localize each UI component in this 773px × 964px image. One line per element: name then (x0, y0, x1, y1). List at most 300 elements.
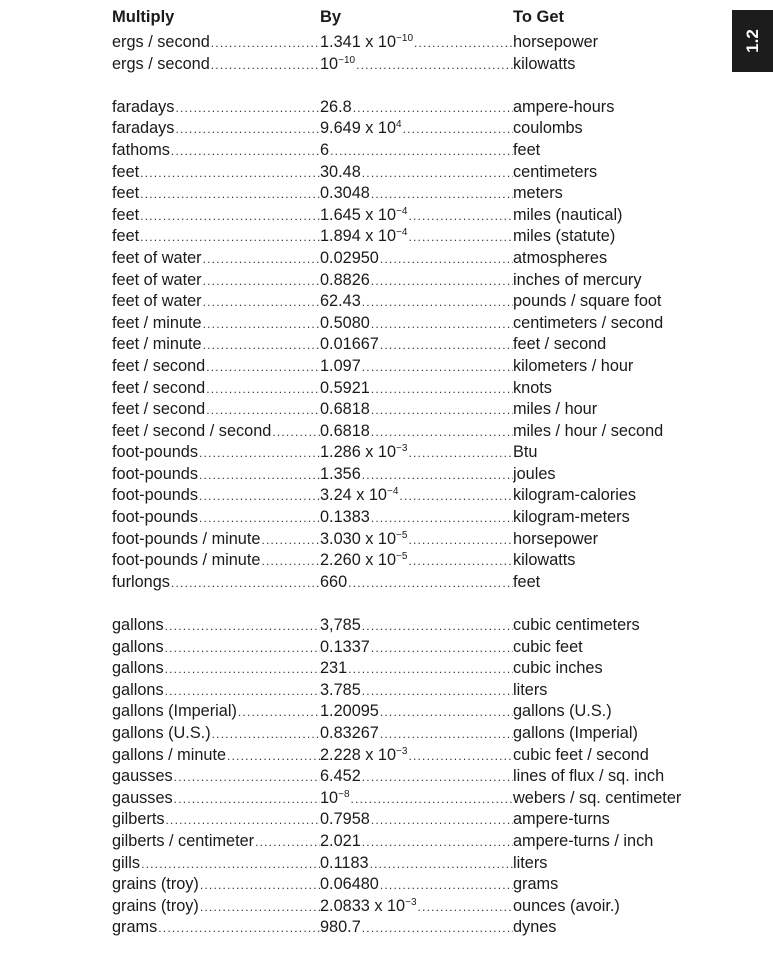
leader-dots (171, 141, 320, 162)
multiply-cell (112, 291, 320, 313)
leader-dots (199, 508, 320, 529)
to-get-cell: miles / hour (513, 400, 598, 419)
multiply-text: foot-pounds (112, 464, 198, 483)
leader-dots (380, 249, 513, 270)
multiply-text: gallons / minute (112, 745, 227, 764)
by-cell (320, 853, 513, 875)
factor (320, 896, 418, 918)
table-row (112, 313, 732, 335)
to-get-cell: ounces (avoir.) (513, 896, 620, 915)
leader-dots (408, 206, 513, 227)
table-row (112, 162, 732, 184)
by-cell (320, 658, 513, 680)
multiply-text: feet (112, 184, 140, 203)
table-row (112, 896, 732, 918)
by-cell (320, 97, 513, 119)
factor-value: 3,785 (320, 616, 361, 635)
leader-dots (371, 508, 513, 529)
leader-dots (370, 854, 513, 875)
multiply-cell (112, 658, 320, 680)
multiply-cell (112, 421, 320, 443)
by-cell (320, 205, 513, 227)
leader-dots (371, 184, 513, 205)
factor (320, 399, 371, 421)
factor (320, 32, 414, 54)
multiply-cell (112, 788, 320, 810)
leader-dots (261, 551, 320, 572)
multiply-cell (112, 140, 320, 162)
table-row (112, 54, 732, 76)
leader-dots (261, 530, 320, 551)
factor (320, 853, 370, 875)
to-get-cell: grams (513, 875, 559, 894)
factor-value: 0.83267 (320, 724, 379, 742)
by-cell (320, 917, 513, 939)
to-get-cell: ampere-turns / inch (513, 831, 654, 850)
to-get-cell: joules (513, 464, 556, 483)
factor (320, 183, 371, 205)
to-get-cell: kilometers / hour (513, 356, 634, 375)
multiply-cell (112, 399, 320, 421)
factor-exponent: −4 (396, 227, 408, 239)
factor (320, 97, 353, 119)
factor-value: 0.5080 (320, 313, 370, 332)
factor (320, 291, 362, 313)
leader-dots (175, 98, 320, 119)
to-get-cell: miles / hour / second (513, 421, 664, 440)
leader-dots (199, 443, 320, 464)
leader-dots (165, 681, 320, 702)
leader-dots (272, 422, 320, 443)
multiply-text: gallons (U.S.) (112, 724, 211, 742)
factor (320, 162, 362, 184)
factor (320, 637, 371, 659)
multiply-cell (112, 701, 320, 723)
multiply-text: foot-pounds (112, 443, 198, 462)
to-get-cell: kilogram-calories (513, 486, 637, 505)
section-tab-label: 1.2 (742, 29, 762, 53)
factor (320, 118, 403, 140)
by-cell (320, 32, 513, 54)
factor-value: 231 (320, 659, 348, 678)
table-row (112, 853, 732, 875)
multiply-text: gallons (Imperial) (112, 702, 237, 721)
leader-dots (140, 206, 320, 227)
factor (320, 874, 380, 896)
multiply-text: feet / second (112, 400, 206, 419)
section-tab (732, 10, 773, 72)
table-row (112, 874, 732, 896)
to-get-cell: meters (513, 184, 563, 203)
multiply-cell (112, 485, 320, 507)
by-cell (320, 442, 513, 464)
to-get-cell: ampere-hours (513, 97, 615, 116)
multiply-cell (112, 270, 320, 292)
table-row (112, 378, 732, 400)
leader-dots (200, 897, 320, 918)
by-cell (320, 183, 513, 205)
multiply-text: furlongs (112, 572, 170, 591)
multiply-text: grains (troy) (112, 875, 199, 894)
multiply-cell (112, 248, 320, 270)
factor-exponent: −10 (396, 33, 414, 44)
by-cell (320, 529, 513, 551)
multiply-cell (112, 464, 320, 486)
by-cell (320, 572, 513, 594)
factor-value: 2.260 x 10 (320, 551, 397, 570)
by-cell (320, 550, 513, 572)
multiply-text: gills (112, 853, 141, 872)
multiply-cell (112, 766, 320, 788)
table-row (112, 615, 732, 637)
leader-dots (203, 314, 320, 335)
table-row (112, 248, 732, 270)
factor (320, 766, 362, 788)
by-cell (320, 118, 513, 140)
factor-value: 1.341 x 10 (320, 33, 397, 51)
multiply-text: feet (112, 227, 140, 246)
factor (320, 248, 380, 270)
factor (320, 313, 371, 335)
to-get-cell: lines of flux / sq. inch (513, 767, 665, 786)
section-gap (112, 75, 732, 97)
factor (320, 529, 408, 551)
factor-value: 0.06480 (320, 875, 379, 894)
multiply-cell (112, 529, 320, 551)
factor-exponent: −10 (338, 54, 356, 66)
multiply-text: gallons (112, 616, 164, 635)
multiply-cell (112, 183, 320, 205)
factor-value: 3.030 x 10 (320, 529, 397, 548)
to-get-cell: cubic feet / second (513, 745, 649, 764)
table-row (112, 529, 732, 551)
multiply-text: feet / minute (112, 313, 202, 332)
by-cell (320, 226, 513, 248)
leader-dots (362, 163, 513, 184)
leader-dots (175, 119, 320, 140)
factor-value: 1.286 x 10 (320, 443, 397, 462)
leader-dots (199, 465, 320, 486)
leader-dots (206, 357, 320, 378)
to-get-cell: miles (nautical) (513, 205, 623, 224)
factor-value: 2.0833 x 10 (320, 896, 406, 915)
to-get-cell: feet (513, 572, 541, 591)
multiply-text: foot-pounds / minute (112, 529, 261, 548)
leader-dots (206, 400, 320, 421)
multiply-text: feet (112, 205, 140, 224)
multiply-cell (112, 874, 320, 896)
leader-dots (330, 141, 513, 162)
by-cell (320, 54, 513, 76)
factor (320, 226, 408, 248)
by-cell (320, 464, 513, 486)
factor (320, 507, 371, 529)
factor-value: 1.097 (320, 356, 361, 375)
factor-value: 1.356 (320, 464, 361, 483)
leader-dots (408, 227, 513, 248)
leader-dots (380, 875, 513, 896)
multiply-text: feet of water (112, 248, 202, 267)
table-row (112, 291, 732, 313)
multiply-text: faradays (112, 97, 175, 116)
factor (320, 788, 351, 810)
factor-value: 0.6818 (320, 400, 370, 419)
factor (320, 615, 362, 637)
leader-dots (140, 163, 320, 184)
leader-dots (203, 249, 320, 270)
factor (320, 745, 408, 767)
to-get-cell: ampere-turns (513, 810, 610, 829)
factor-value: 980.7 (320, 918, 361, 937)
by-cell (320, 378, 513, 400)
table-row (112, 788, 732, 810)
to-get-cell: feet / second (513, 335, 607, 354)
multiply-text: grains (troy) (112, 896, 199, 915)
multiply-text: gilberts (112, 810, 165, 829)
multiply-text: gilberts / centimeter (112, 831, 255, 850)
factor-value: 10 (320, 788, 339, 807)
leader-dots (353, 98, 513, 119)
leader-dots (362, 767, 513, 788)
table-row (112, 205, 732, 227)
factor-exponent: −3 (396, 443, 408, 455)
header-to-get: To Get (513, 8, 565, 26)
table-row (112, 183, 732, 205)
factor-value: 0.1383 (320, 508, 370, 527)
leader-dots (211, 55, 320, 76)
factor-exponent: −4 (396, 205, 408, 217)
factor-value: 0.6818 (320, 421, 370, 440)
multiply-cell (112, 313, 320, 335)
multiply-text: fathoms (112, 140, 170, 159)
multiply-text: feet (112, 162, 140, 181)
to-get-cell: knots (513, 378, 552, 397)
table-row (112, 507, 732, 529)
multiply-text: foot-pounds (112, 508, 198, 527)
leader-dots (203, 292, 320, 313)
factor (320, 205, 408, 227)
multiply-cell (112, 917, 320, 939)
table-row (112, 658, 732, 680)
multiply-cell (112, 831, 320, 853)
multiply-cell (112, 853, 320, 875)
leader-dots (203, 335, 320, 356)
factor-value: 2.228 x 10 (320, 745, 397, 764)
leader-dots (408, 443, 513, 464)
leader-dots (211, 33, 320, 54)
table-row (112, 917, 732, 939)
to-get-cell: centimeters / second (513, 313, 664, 332)
to-get-cell: atmospheres (513, 248, 608, 267)
leader-dots (171, 573, 320, 594)
table-row (112, 701, 732, 723)
multiply-text: feet / second (112, 356, 206, 375)
multiply-text: gausses (112, 767, 173, 786)
by-cell (320, 162, 513, 184)
factor-exponent: −3 (396, 745, 408, 757)
by-cell (320, 766, 513, 788)
to-get-cell: horsepower (513, 529, 599, 548)
factor (320, 464, 362, 486)
factor-exponent: −4 (387, 486, 399, 498)
leader-dots (408, 746, 513, 767)
to-get-cell: gallons (U.S.) (513, 702, 612, 721)
table-row (112, 766, 732, 788)
multiply-text: ergs / second (112, 54, 210, 73)
multiply-text: feet / second / second (112, 421, 272, 440)
leader-dots (356, 55, 513, 76)
multiply-text: gausses (112, 788, 173, 807)
leader-dots (362, 616, 513, 637)
table-row (112, 226, 732, 248)
factor (320, 831, 362, 853)
leader-dots (399, 486, 513, 507)
factor-value: 26.8 (320, 97, 352, 116)
leader-dots (408, 551, 513, 572)
header-multiply: Multiply (112, 8, 175, 26)
to-get-cell: kilowatts (513, 54, 576, 73)
to-get-cell: kilowatts (513, 551, 576, 570)
table-row (112, 334, 732, 356)
leader-dots (380, 702, 513, 723)
table-row (112, 745, 732, 767)
table-row (112, 270, 732, 292)
leader-dots (166, 810, 321, 831)
multiply-cell (112, 334, 320, 356)
multiply-text: foot-pounds (112, 486, 198, 505)
multiply-text: feet of water (112, 270, 202, 289)
factor-value: 0.5921 (320, 378, 370, 397)
to-get-cell: centimeters (513, 162, 598, 181)
factor-value: 1.894 x 10 (320, 227, 397, 246)
factor (320, 572, 348, 594)
multiply-text: feet / minute (112, 335, 202, 354)
factor-value: 660 (320, 572, 348, 591)
leader-dots (371, 379, 513, 400)
factor (320, 723, 380, 745)
multiply-cell (112, 32, 320, 54)
to-get-cell: cubic inches (513, 659, 603, 678)
by-cell (320, 615, 513, 637)
header-by: By (320, 8, 342, 26)
by-cell (320, 874, 513, 896)
factor (320, 485, 399, 507)
factor-value: 62.43 (320, 292, 361, 311)
factor (320, 701, 380, 723)
to-get-cell: dynes (513, 918, 557, 937)
section-gap (112, 593, 732, 615)
multiply-cell (112, 356, 320, 378)
to-get-cell: cubic centimeters (513, 616, 640, 635)
leader-dots (165, 638, 320, 659)
leader-dots (371, 810, 513, 831)
conversion-table (112, 32, 732, 939)
multiply-cell (112, 378, 320, 400)
leader-dots (227, 746, 320, 767)
table-row (112, 831, 732, 853)
factor (320, 809, 371, 831)
factor (320, 140, 330, 162)
leader-dots (174, 767, 320, 788)
factor-value: 3.785 (320, 680, 361, 699)
factor-value: 0.1183 (320, 853, 369, 872)
table-row (112, 399, 732, 421)
table-row (112, 140, 732, 162)
table-row (112, 550, 732, 572)
by-cell (320, 896, 513, 918)
to-get-cell: liters (513, 853, 548, 872)
table-row (112, 421, 732, 443)
by-cell (320, 809, 513, 831)
table-row (112, 680, 732, 702)
factor-value: 3.24 x 10 (320, 486, 387, 505)
multiply-text: feet of water (112, 292, 202, 311)
leader-dots (158, 918, 320, 939)
leader-dots (174, 789, 320, 810)
multiply-cell (112, 54, 320, 76)
leader-dots (348, 659, 513, 680)
multiply-text: gallons (112, 637, 164, 656)
table-row (112, 723, 732, 745)
by-cell (320, 140, 513, 162)
to-get-cell: liters (513, 680, 548, 699)
to-get-cell: inches of mercury (513, 270, 642, 289)
table-row (112, 32, 732, 54)
multiply-cell (112, 745, 320, 767)
table-row (112, 118, 732, 140)
leader-dots (371, 400, 513, 421)
factor-value: 1.645 x 10 (320, 205, 397, 224)
factor (320, 680, 362, 702)
leader-dots (140, 227, 320, 248)
multiply-cell (112, 615, 320, 637)
to-get-cell: pounds / square foot (513, 292, 662, 311)
factor (320, 917, 362, 939)
by-cell (320, 356, 513, 378)
leader-dots (351, 789, 513, 810)
leader-dots (140, 184, 320, 205)
leader-dots (362, 465, 513, 486)
leader-dots (418, 897, 513, 918)
to-get-cell: feet (513, 140, 541, 159)
leader-dots (200, 875, 320, 896)
by-cell (320, 334, 513, 356)
factor-value: 0.02950 (320, 248, 379, 267)
leader-dots (165, 659, 320, 680)
factor-value: 0.3048 (320, 184, 370, 203)
by-cell (320, 788, 513, 810)
factor (320, 334, 380, 356)
factor-exponent: −8 (338, 788, 350, 800)
table-row (112, 97, 732, 119)
by-cell (320, 831, 513, 853)
factor-value: 0.01667 (320, 335, 379, 354)
factor (320, 550, 408, 572)
factor-value: 10 (320, 54, 339, 73)
table-row (112, 442, 732, 464)
table-row (112, 485, 732, 507)
leader-dots (380, 335, 513, 356)
by-cell (320, 421, 513, 443)
leader-dots (408, 530, 513, 551)
leader-dots (199, 486, 320, 507)
multiply-text: feet / second (112, 378, 206, 397)
table-row (112, 464, 732, 486)
factor (320, 356, 362, 378)
multiply-cell (112, 809, 320, 831)
factor-exponent: −5 (396, 529, 408, 541)
table-row (112, 572, 732, 594)
